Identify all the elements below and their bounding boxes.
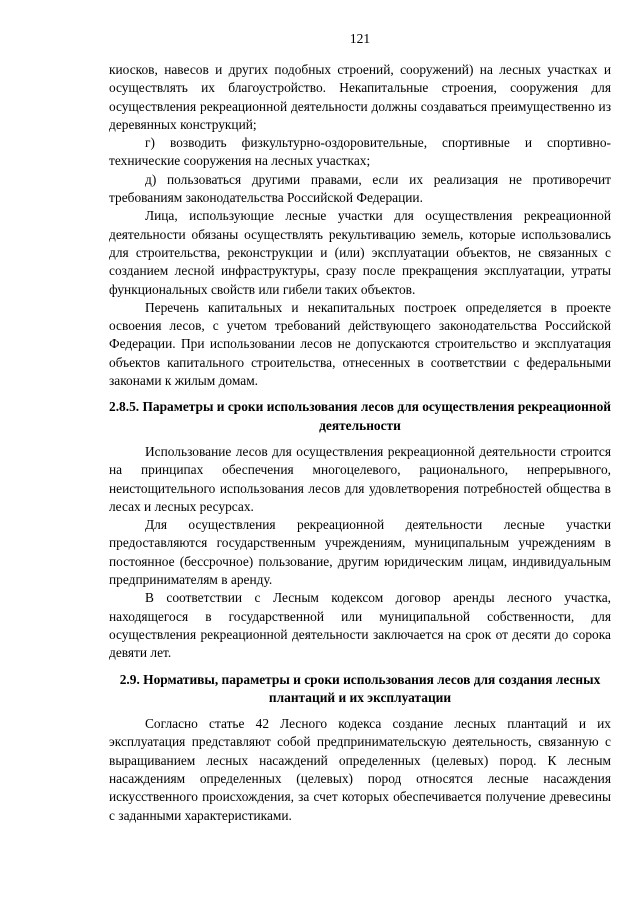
- paragraph-provision: Для осуществления рекреационной деятельности лесные участки предоставляются государственным учреждениям, муниципальным учреждениям в постоянное (бессрочное) пользование, другим юридическим лицам, индивидуальным предпринимателям в аренду.: [109, 517, 611, 588]
- paragraph-item-g: г) возводить физкультурно-оздоровительные, спортивные и спортивно-технические сооружения на лесных участках;: [109, 135, 611, 169]
- paragraph-buildings-list: Перечень капитальных и некапитальных построек определяется в проекте освоения лесов, с учетом требований действующего законодательства Российской Федерации. При использовании лесов не допускаются строительство и эксплуатация объектов капитального строительства, отнесенных в соответствии с федеральными законами к жилым домам.: [109, 299, 611, 389]
- section-heading-2-9: 2.9. Нормативы, параметры и сроки использования лесов для создания лесных плантаций и их эксплуатации: [119, 671, 601, 705]
- paragraph-principles: Использование лесов для осуществления рекреационной деятельности строится на принципах обеспечения многоцелевого, рационального, непрерывного, неистощительного использования лесов для удовлетворения потребностей общества в лесах и лесных ресурсах.: [109, 443, 611, 514]
- document-page: [109, 30, 611, 825]
- paragraph-item-d: д) пользоваться другими правами, если их реализация не противоречит требованиям законодательства Российской Федерации.: [109, 171, 611, 206]
- paragraph-kiosks: киосков, навесов и других подобных строений, сооружений) на лесных участках и осуществлять их благоустройство. Некапитальные строения, сооружения для осуществления рекреационной деятельности должны создаваться преимущественно из деревянных конструкций;: [109, 62, 611, 132]
- page-number: 121: [349, 31, 371, 46]
- section-heading-2-8-5: 2.8.5. Параметры и сроки использования лесов для осуществления рекреационной деятельности: [109, 399, 611, 433]
- paragraph-recultivation: Лица, использующие лесные участки для осуществления рекреационной деятельности обязаны осуществлять рекультивацию земель, которые использовались для строительства, реконструкции и (или) эксплуатации объектов, не связанных с созданием лесной инфраструктуры, сразу после прекращения эксплуатации, утраты функциональных свойств или гибели таких объектов.: [109, 208, 611, 297]
- paragraph-plantations: Согласно статье 42 Лесного кодекса создание лесных плантаций и их эксплуатация представляют собой предпринимательскую деятельность, связанную с выращиванием лесных насаждений определенных (целевых) пород. К лесным насаждениям определенных (целевых) пород относятся лесные насаждения искусственного происхождения, за счет которых обеспечивается получение древесины с заданными характеристиками.: [109, 716, 611, 823]
- paragraph-lease-term: В соответствии с Лесным кодексом договор аренды лесного участка, находящегося в государственной или муниципальной собственности, для осуществления рекреационной деятельности заключается на срок от десяти до сорока девяти лет.: [109, 590, 611, 661]
